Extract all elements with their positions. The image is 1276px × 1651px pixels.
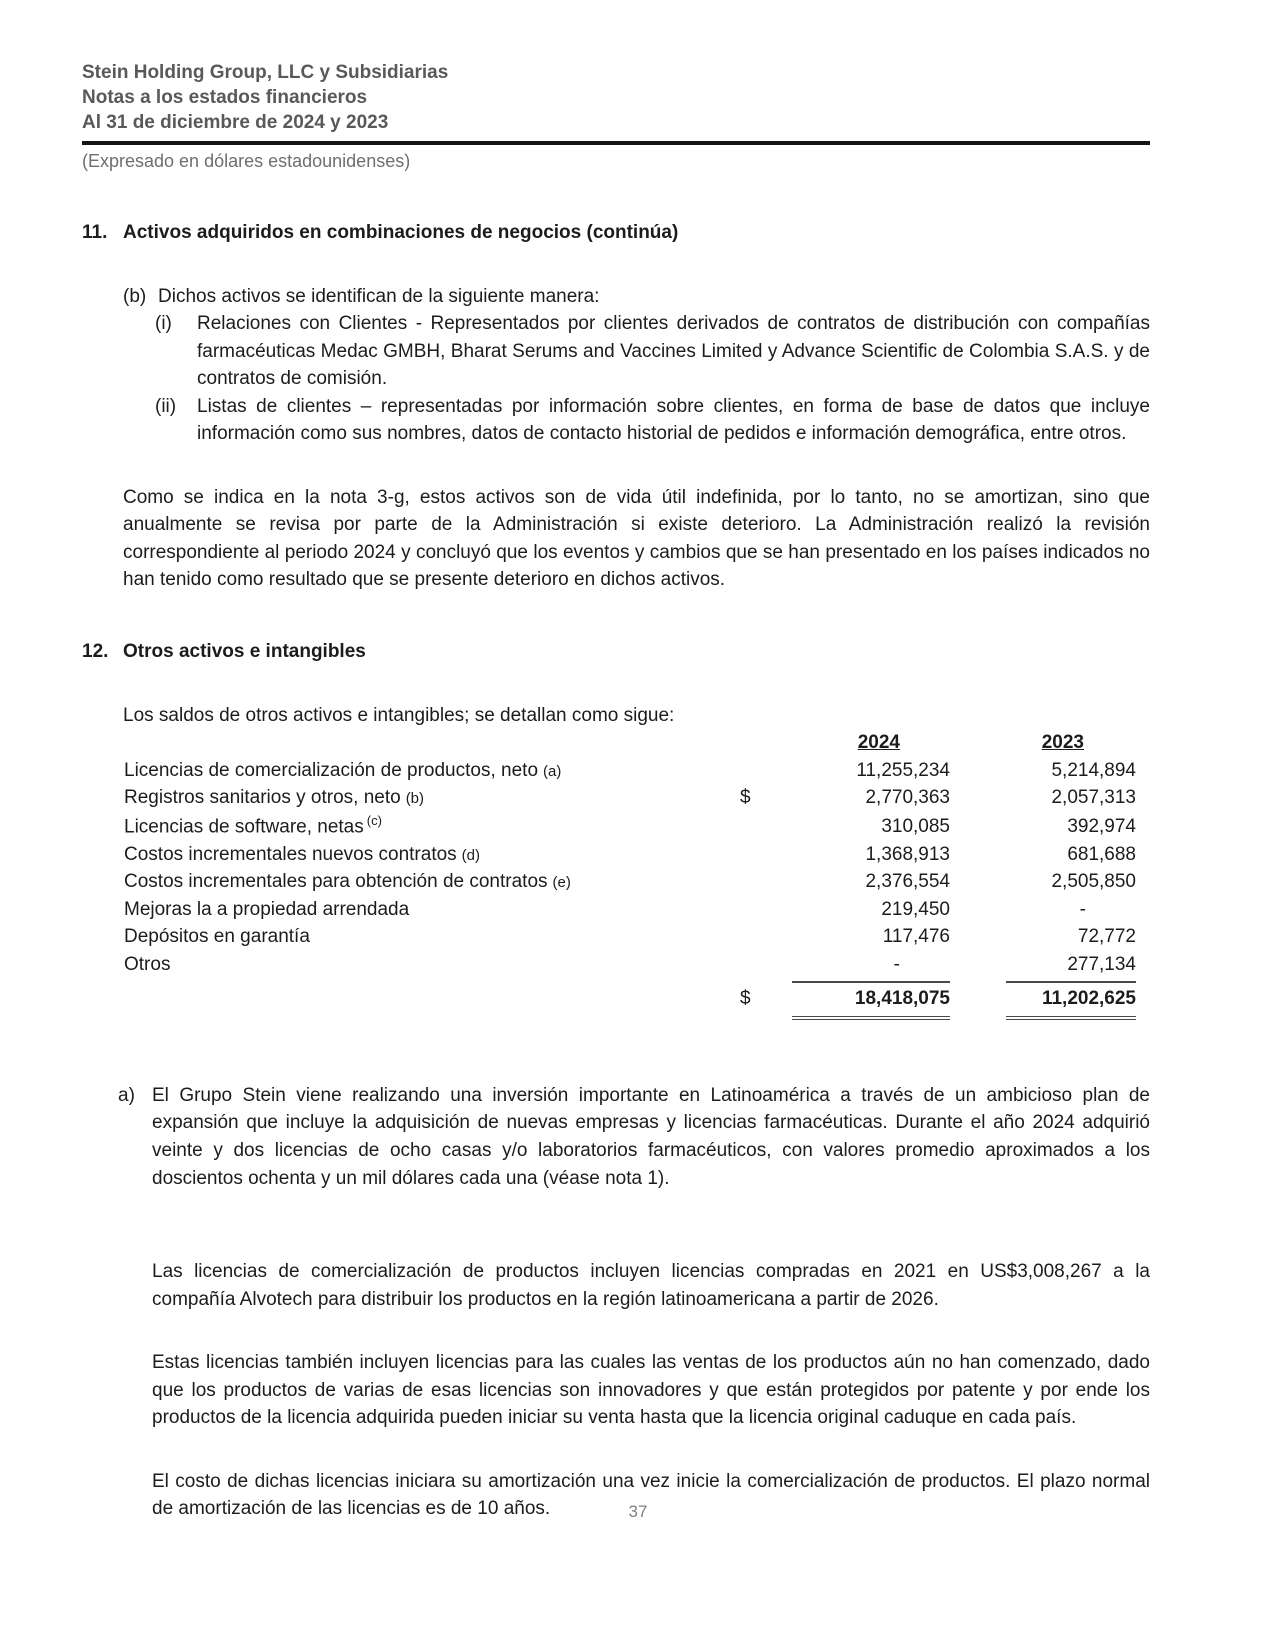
table-row [118,812,1150,841]
value-2024: 2,770,363 [865,787,950,809]
value-2024: - [893,953,900,975]
column-header-2023: 2023 [1041,732,1084,754]
item-ii-label: (ii) [155,395,177,417]
table-row [118,757,1150,785]
document-subtitle: Notas a los estados financieros [82,87,368,108]
total-currency: $ [740,988,751,1010]
letterhead [82,60,1150,173]
page-number: 37 [628,1502,648,1521]
item-roman-i [155,310,1150,393]
item-ii-text: Listas de clientes – representadas por información sobre clientes, en forma de base de datos que incluye información como sus nombres, datos de contacto historial de pedidos e información demográfica, entre otros. [197,395,1150,445]
table-row [118,923,1150,951]
paragraph-estas-licencias: Estas licencias también incluyen licencias para las cuales las ventas de los productos aún no han comenzado, dado que los productos de varias de esas licencias son innovadores y que están protegidos por patente y por ende los productos de la licencia adquirida pueden iniciar su venta hasta que la licencia original caduque en cada país. [152,1352,1150,1429]
section-11-heading [82,219,1150,247]
value-2023: 392,974 [1067,816,1136,838]
table-row [118,841,1150,869]
note-item-a [118,1082,1150,1192]
row-label: Registros sanitarios y otros, neto [124,787,401,809]
currency-cell: $ [740,787,751,809]
item-b-label: (b) [123,285,147,307]
note-a-text: El Grupo Stein viene realizando una inversión importante en Latinoamérica a través de un ambicioso plan de expansión que incluye la adquisición de nuevas empresas y licencias farmacéuticas. Durante el año 2024 adquirió veinte y dos licencias de ocho casas y/o laboratorios farmacéuticos, con valores promedio aproximados a los doscientos ochenta y un mil dólares cada una (véase nota 1). [152,1084,1150,1189]
table-row [118,896,1150,924]
header-rule [82,141,1150,145]
table-row [118,951,1150,979]
section-12 [82,638,1150,1020]
date-line: Al 31 de diciembre de 2024 y 2023 [82,112,389,133]
value-2023: - [1079,898,1086,920]
value-2023: 277,134 [1067,953,1136,975]
row-label: Licencias de software, netas [124,816,364,838]
note-ref: (e) [552,874,571,892]
table-year-header-row [118,729,1150,757]
section-12-heading [82,638,1150,666]
note-ref: (b) [405,790,425,808]
item-i-label: (i) [155,313,172,335]
item-roman-ii [155,393,1150,448]
table-total-row [118,981,1150,1020]
item-b [123,283,1150,311]
row-label: Licencias de comercialización de productos, neto [124,759,539,781]
row-label: Otros [124,953,171,975]
value-2024: 219,450 [881,898,950,920]
value-2023: 72,772 [1077,926,1136,948]
table-row [118,868,1150,896]
row-label: Costos incrementales nuevos contratos [124,843,457,865]
section-12-number: 12. [82,641,109,663]
value-2024: 1,368,913 [865,843,950,865]
value-2024: 310,085 [881,816,950,838]
table-row [118,784,1150,812]
column-header-2024: 2024 [857,732,900,754]
value-2024: 2,376,554 [865,871,950,893]
intangibles-table [118,729,1150,1020]
row-label: Mejoras la a propiedad arrendada [124,898,410,920]
section-11 [82,219,1150,594]
value-2023: 681,688 [1067,843,1136,865]
currency-note: (Expresado en dólares estadounidenses) [82,151,411,171]
item-b-text: Dichos activos se identifican de la siguiente manera: [158,285,600,307]
section-11-number: 11. [82,222,108,243]
note-ref: (c) [366,812,382,828]
row-label: Depósitos en garantía [124,926,310,948]
value-2023: 2,057,313 [1051,787,1136,809]
section-12-title: Otros activos e intangibles [123,641,366,663]
total-2023: 11,202,625 [1006,981,1136,1020]
item-i-text: Relaciones con Clientes - Representados por clientes derivados de contratos de distribución con compañías farmacéuticas Medac GMBH, Bharat Serums and Vaccines Limited y Advance Scientific de Colombia S.A.S. y de contratos de comisión. [197,313,1150,390]
section-11-title: Activos adquiridos en combinaciones de negocios (continúa) [123,222,679,243]
section-11-closing-paragraph: Como se indica en la nota 3-g, estos activos son de vida útil indefinida, por lo tanto, no se amortizan, sino que anualmente se revisa por parte de la Administración si existe deterioro. La Administración realizó la revisión correspondiente al periodo 2024 y concluyó que los eventos y cambios que se han presentado en los países indicados no han tenido como resultado que se presente deterioro en dichos activos. [123,486,1150,591]
value-2024: 11,255,234 [856,759,950,781]
note-ref: (a) [543,762,562,780]
value-2023: 5,214,894 [1051,759,1136,781]
note-ref: (d) [461,846,481,864]
value-2023: 2,505,850 [1051,871,1136,893]
table-intro: Los saldos de otros activos e intangibles; se detallan como sigue: [123,704,675,726]
note-a-label: a) [118,1084,135,1106]
total-2024: 18,418,075 [792,981,950,1020]
paragraph-licencias-compradas: Las licencias de comercialización de productos incluyen licencias compradas en 2021 en US$3,008,267 a la compañía Alvotech para distribuir los productos en la región latinoamericana a partir de 2026. [152,1261,1150,1310]
company-name: Stein Holding Group, LLC y Subsidiarias [82,62,449,83]
paragraph-costo-amortizacion: El costo de dichas licencias iniciara su amortización una vez inicie la comercialización de productos. El plazo normal de amortización de las licencias es de 10 años. [152,1470,1150,1520]
row-label: Costos incrementales para obtención de contratos [124,871,548,893]
value-2024: 117,476 [882,926,950,948]
